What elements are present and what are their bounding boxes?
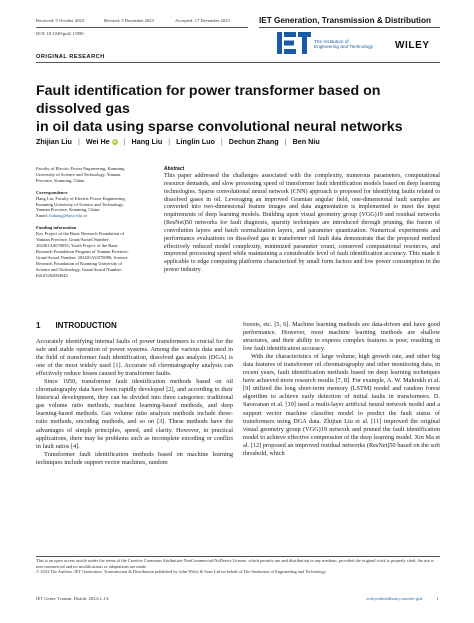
journal-url-link[interactable]: wileyonlinelibrary.com/iet-gtd [366, 596, 422, 601]
paragraph: Accurately identifying internal faults of power transformers is crucial for the safe and stable operation of power systems. Among the various data used in the field of transformer fault identification, dissolved gas analysis (DGA) is one of the most widely used [1]. Accurate oil chromatography analysis can effectively reduce losses caused by transformer faults. [36, 338, 233, 378]
correspondence-heading: Correspondence [36, 189, 68, 195]
header-divider-left [36, 27, 248, 28]
wiley-logo[interactable]: WILEY [395, 40, 430, 51]
license-note [36, 558, 440, 575]
article-title-line1: Fault identification for power transformer based on dissolved gas [36, 83, 381, 117]
author-separator: | [220, 137, 223, 146]
email-label: Email: [36, 213, 48, 219]
article-title-line2: in oil data using sparse convolutional neural networks [36, 119, 403, 135]
paragraph: With the characteristics of large volume, high growth rate, and other big data features of transformer oil chromatography and other monitoring data, in recent years, fault identification methods based on deep learning techniques have achieved more research results [7, 8]. For example, A. W. Mahrukh et al. [9] utilized the long short-term memory (LSTM) model and random forest algorithm to achieve early detection of initial faults in transformers. D. Saravanan et al. [10] used a multi-layer artificial neural network model and a support vector machine classifier model to predict the fault status of transformers using DGA data. Zhijian Liu et al. [11] improved the original visual geometry group (VGG)19 network and pruned the fault identification model to achieve effective compression of the deep learning model. Xin Ma et al. [12] proposed an improved residual networks (ResNet)50 based on the soft threshold, which [243, 353, 440, 457]
correspondence-text: Hang Liu, Faculty of Electric Power Engineering, Kunming University of Science and Technology, Yunnan Province, Kunming, China. [36, 195, 126, 213]
author-name[interactable]: Wei He [85, 137, 110, 146]
author-separator: | [168, 137, 171, 146]
footnote-divider [36, 556, 440, 557]
article-type: ORIGINAL RESEARCH [36, 54, 105, 60]
iet-name-line2: Engineering and Technology [314, 44, 374, 50]
sidebar [36, 166, 130, 278]
author-separator: | [77, 137, 80, 146]
author-separator: | [284, 137, 287, 146]
paragraph: Since 1950, transformer fault identification methods based on oil chromatography data have been rapidly developed [2], and according to their historical development, they can be divided into three categories: traditional gas volume ratio methods, machine learning-based methods, and deep learning-based methods. Gas volume ratio analysis methods include three-ratio methods, encoding methods, and so on [3]. These methods have the advantages of simple principles, speed, and clarity. However, in practical applications, there may be problems such as incomplete encoding or conflict in fault ratios [4]. [36, 378, 233, 450]
license-text: This is an open access article under the terms of the Creative Commons Attribution-NonCommercial-NoDerivs License, which permits use and distribution in any medium, provided the original work is properly cited, the use is non-commercial and no modifications or adaptations are made. [36, 558, 434, 569]
section-title: INTRODUCTION [55, 321, 117, 330]
accepted-date: Accepted: 17 December 2023 [175, 18, 230, 23]
author-separator: | [123, 137, 126, 146]
journal-name[interactable]: IET Generation, Transmission & Distribution [259, 16, 431, 25]
doi[interactable]: DOI: 10.1049/gtd2.13090 [36, 31, 84, 36]
author-name[interactable]: Dechun Zhang [228, 137, 279, 146]
body-right-column [243, 321, 440, 458]
header-divider-right [259, 27, 440, 28]
footer-citation: IET Gener. Transm. Distrib. 2023;1–13. [36, 596, 110, 601]
author-name[interactable]: Zhijian Liu [36, 137, 72, 146]
author-name[interactable]: Ben Niu [292, 137, 320, 146]
orcid-icon[interactable]: iD [112, 139, 117, 144]
revised-date: Revised: 5 December 2023 [104, 18, 154, 23]
iet-name-line1: The Institution of [314, 39, 349, 44]
iet-name [314, 39, 373, 50]
author-name[interactable]: Hang Liu [131, 137, 163, 146]
abstract-heading: Abstract [164, 166, 185, 172]
copyright-text: © 2023 The Authors. IET Generation, Transmission & Distribution published by John Wiley & Sons Ltd on behalf of The Institution of Engineering and Technology. [36, 569, 327, 575]
article-title [36, 82, 440, 136]
email-link[interactable]: liuhang@kust.edu.cn [49, 213, 88, 219]
paragraph: Transformer fault identification methods based on machine learning techniques include support vector machines, random [36, 450, 233, 466]
affiliation: Faculty of Electric Power Engineering, Kunming University of Science and Technology, Yunnan Province, Kunming, China [36, 166, 125, 183]
iet-logo-icon[interactable] [277, 32, 311, 54]
page-number: 1 [436, 596, 439, 601]
paragraph: forests, etc. [5, 6]. Machine learning methods are data-driven and have good performance. However, most machine learning methods are shallow structures, and their ability to express complex features is poor, resulting in low fault identification accuracy. [243, 321, 440, 353]
footer-url[interactable] [366, 596, 422, 601]
abstract-text: This paper addressed the challenges associated with the complexity, numerous parameters, computational resource demands, and slow processing speed of transformer fault identification models based on deep learning technologies. Sparse convolutional neural network (CNN) approach is proposed for identifying faults related to dissolved gases in oil. Leveraging an improved Gramian angular field, one-dimensional fault samples are converted into two-dimensional feature images and data augmentation is implemented to meet the input requirements of deep learning models. Building upon visual geometry group (VGG)19 and residual networks (ResNet)50 networks for fault diagnosis, sparsity techniques are introduced through pruning, the fusion of convolution layers and batch normalization layers, and parameter quantization. Numerical experiments and performance evaluations on dissolved gas in transformer oil fault data demonstrate that the proposed method effectively reduced model complexity, minimized parameter count, conserved computational resources, and improved processing speed while maintaining a considerable level of fault identification accuracy. This made it applicable to edge computing platforms characterized by small form factors and low power consumption in the power industry. [164, 173, 440, 274]
body-left-column [36, 338, 233, 467]
section-number: 1 [36, 321, 41, 330]
author-name[interactable]: Linglin Luo [176, 137, 215, 146]
funding-text: Key Project of the Basic Research Foundation of Yunnan Province, Grant/Award Number: 202301AS070055; Youth Project of the Basic Research Foundation Program of Yunnan Province, Grant/Award Number: 202201AU070086; Science Research Foundation of Kunming University of Science and Technology, Grant/Award Number: KKZ3202004042 [36, 231, 129, 278]
funding-heading: Funding information [36, 225, 77, 231]
title-top-divider [36, 62, 440, 63]
section-heading-introduction [36, 321, 117, 330]
received-date: Received: 5 October 2023 [36, 18, 85, 23]
author-list [36, 137, 320, 146]
